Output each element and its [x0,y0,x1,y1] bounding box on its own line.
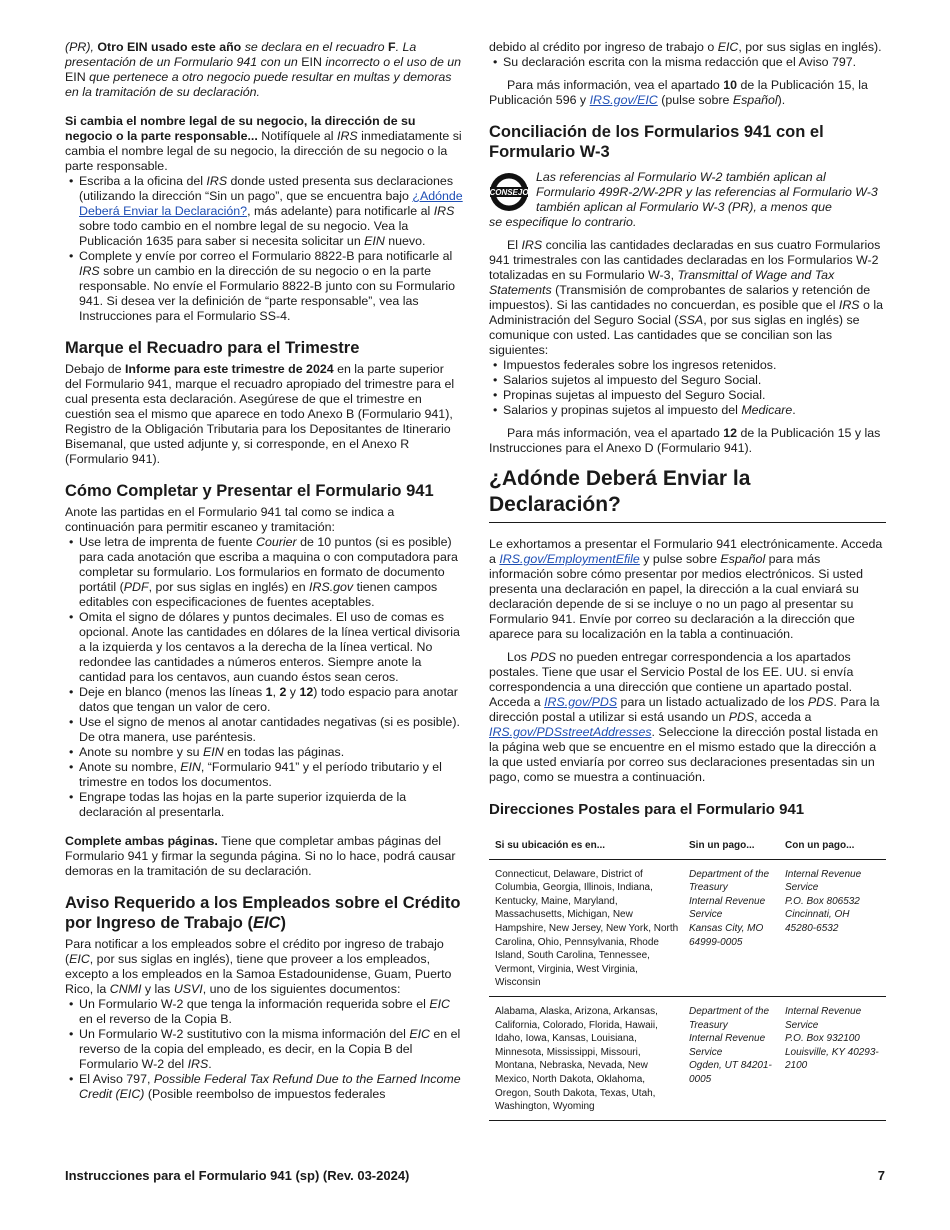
heading-quarter-box: Marque el Recuadro para el Trimestre [65,339,360,357]
tip-text: Las referencias al Formulario W-2 también aplican al Formulario 499R-2/W-2PR y las referencias al Formulario W-3 también aplican al Formulario W-3 (PR), a menos que se especifique lo contrario. [489,170,878,229]
bullet-notice-797: • El Aviso 797, Possible Federal Tax Refund Due to the Earned Income Credit (EIC) (Posible reembolso de impuestos federales [65,1072,463,1102]
paragraph-name-change: Si cambia el nombre legal de su negocio, la dirección de su negocio o la parte responsable... Notifíquele al IRS inmediatamente si cambia el nombre legal de su negocio, la dirección de su negocio o la parte responsable. [65,114,462,173]
tip-box [489,170,886,230]
cell-address-without-payment: Department of the Treasury Internal Revenue Service Kansas City, MO 64999-0005 [683,859,779,996]
cell-states: Alabama, Alaska, Arizona, Arkansas, California, Colorado, Florida, Hawaii, Idaho, Iowa, Kansas, Louisiana, Minnesota, Mississippi, Missouri, Montana, Nebraska, Nevada, New Mexico, North Dakota, Oklahoma, Oregon, South Dakota, Texas, Utah, Washington, Wyoming [489,996,683,1120]
bullet-name-period: • Anote su nombre, EIN, “Formulario 941” y el período tributario y el trimestre en todos los documentos. [65,760,463,790]
left-column [65,40,463,1102]
table-header-row [489,831,886,859]
cell-address-with-payment: Internal Revenue Service P.O. Box 806532 Cincinnati, OH 45280-6532 [779,859,886,996]
bullet-name-ein: • Anote su nombre y su EIN en todas las páginas. [65,745,463,760]
paragraph-entries: Anote las partidas en el Formulario 941 tal como se indica a continuación para permitir escaneo y tramitación: [65,505,395,534]
paragraph-reconcile-more-info: Para más información, vea el apartado 12 de la Publicación 15 y las Instrucciones para el Anexo D (Formulario 941). [489,426,881,455]
page-number: 7 [877,1168,885,1183]
paragraph-other-ein: (PR), Otro EIN usado este año se declara en el recuadro F. La presentación de un Formulario 941 con un EIN incorrecto o el uso de un EIN que pertenece a otro negocio puede resultar en multas y demoras en la tramitación de su declaración. [65,40,462,99]
bullet-write-irs: • Escriba a la oficina del IRS donde usted presenta sus declaraciones (utilizando la dirección “Sin un pago”, que se encuentra bajo ¿Adónde Deberá Enviar la Declaración?, más adelante) para notificarle al IRS sobre todo cambio en el nombre legal de su negocio. Vea la Publicación 1635 para saber si necesita solicitar un EIN nuevo. [65,174,463,249]
paragraph-both-pages: Complete ambas páginas. Tiene que completar ambas páginas del Formulario 941 y firmar la segunda página. Si no lo hace, podrá causar demoras en la tramitación de su declaración. [65,834,456,878]
paragraph-eic-notice: Para notificar a los empleados sobre el crédito por ingreso de trabajo (EIC, por sus siglas en inglés), tiene que proveer a los empleados, excepto a los empleados en la Samoa Estadounidense, Guam, Puerto Rico, la CNMI y las USVI, uno de los siguientes documentos: [65,937,452,996]
bullet-form-8822b: • Complete y envíe por correo el Formulario 8822-B para notificarle al IRS sobre un cambio en la dirección de su negocio o en la parte responsable. No envíe el Formulario 8822-B junto con su Formulario 941. Si desea ver la definición de “parte responsable”, vea las Instrucciones para el Formulario SS-4. [65,249,463,324]
bullet-ss-wages: • Salarios sujetos al impuesto del Seguro Social. [489,373,886,388]
bullet-withheld: • Impuestos federales sobre los ingresos retenidos. [489,358,886,373]
paragraph-eic-continued: debido al crédito por ingreso de trabajo o EIC, por sus siglas en inglés). [489,40,882,54]
link-irs-pds[interactable]: IRS.gov/PDS [544,695,618,709]
heading-how-to-complete: Cómo Completar y Presentar el Formulario 941 [65,482,434,500]
bullet-negative: • Use el signo de menos al anotar cantidades negativas (si es posible). De otra manera, use paréntesis. [65,715,463,745]
bullet-blank-lines: • Deje en blanco (menos las líneas 1, 2 y 12) todo espacio para anotar datos que tengan un valor de cero. [65,685,463,715]
link-employment-efile[interactable]: IRS.gov/EmploymentEfile [499,552,640,566]
bullet-staple: • Engrape todas las hojas en la parte superior izquierda de la declaración al presentarla. [65,790,463,820]
table-row [489,996,886,1120]
bullet-ss-tips: • Propinas sujetas al impuesto del Seguro Social. [489,388,886,403]
page-footer [65,1168,885,1183]
bullet-written-statement: • Su declaración escrita con la misma redacción que el Aviso 797. [489,55,886,70]
heading-reconciliation: Conciliación de los Formularios 941 con el Formulario W-3 [489,123,824,161]
right-column [489,40,886,1121]
bullet-w2: • Un Formulario W-2 que tenga la información requerida sobre el EIC en el reverso de la Copia B. [65,997,463,1027]
paragraph-pds: Los PDS no pueden entregar correspondencia a los apartados postales. Tiene que usar el Servicio Postal de los EE. UU. si envía correspondencia a una dirección que contiene un apartado postal. Acceda a IRS.gov/PDS para un listado actualizado de los PDS. Para la dirección postal a utilizar si está usando un PDS, acceda a IRS.gov/PDSstreetAddresses. Seleccione la dirección postal listada en la página web que se encuentre en el mismo estado que la dirección a la que usted enviaría por correo sus declaraciones presentadas sin un pago, como se muestra a continuación. [489,650,880,784]
bullet-w2-substitute: • Un Formulario W-2 sustitutivo con la misma información del EIC en el reverso de la copia del empleado, es decir, en la Copia B del Formulario W-2 del IRS. [65,1027,463,1072]
cell-address-without-payment: Department of the Treasury Internal Revenue Service Ogden, UT 84201-0005 [683,996,779,1120]
svg-text:CONSEJO: CONSEJO [489,188,529,198]
cell-states: Connecticut, Delaware, District of Columbia, Georgia, Illinois, Indiana, Kentucky, Maine, Maryland, Massachusetts, Michigan, New Hampshire, New Jersey, New York, North Carolina, Ohio, Pennsylvania, Rhode Island, South Carolina, Tennessee, Vermont, Virginia, West Virginia, Wisconsin [489,859,683,996]
col-header-with-payment: Con un pago... [779,831,886,859]
col-header-location: Si su ubicación es en... [489,831,683,859]
consejo-tip-icon [489,172,529,212]
footer-title: Instrucciones para el Formulario 941 (sp) (Rev. 03-2024) [65,1168,410,1183]
table-row [489,859,886,996]
paragraph-quarter: Debajo de Informe para este trimestre de 2024 en la parte superior del Formulario 941, marque el recuadro apropiado del trimestre para el cual presenta esta declaración. Asegúrese de que el trimestre en cuestión sea el mismo que aparece en todo Anexo B (Formulario 941), Registro de la Obligación Tributaria para los Depositantes de Itinerario Bisemanal, que usted adjunte y, si corresponde, en el Anexo R (Formulario 941). [65,362,455,466]
bullet-courier: • Use letra de imprenta de fuente Courier de 10 puntos (si es posible) para cada anotación que escriba a maquina o con computadora para completar su formulario. Los formularios en formato de documento portátil (PDF, por sus siglas en inglés) en IRS.gov tienen campos editables con especificaciones de fuentes aceptables. [65,535,463,610]
link-irs-eic[interactable]: IRS.gov/EIC [589,93,658,107]
cell-address-with-payment: Internal Revenue Service P.O. Box 932100 Louisville, KY 40293-2100 [779,996,886,1120]
bullet-medicare: • Salarios y propinas sujetos al impuesto del Medicare. [489,403,886,418]
heading-eic-notice: Aviso Requerido a los Empleados sobre el Crédito por Ingreso de Trabajo (EIC) [65,894,461,932]
heading-mailing-addresses: Direcciones Postales para el Formulario 941 [489,801,805,818]
mailing-address-table [489,831,886,1121]
bullet-dollar-signs: • Omita el signo de dólares y puntos decimales. El uso de comas es opcional. Anote las cantidades en dólares de la línea vertical divisoria a la izquierda y los centavos a la derecha de la línea vertical. No redondee las cantidades a números enteros. Siempre anote la cantidad para los centavos, aun cuando éstos sean ceros. [65,610,463,685]
paragraph-reconcile: El IRS concilia las cantidades declaradas en sus cuatro Formularios 941 trimestrales con las cantidades declaradas en los Formularios W-2 totalizadas en su Formulario W-3, Transmittal of Wage and Tax Statements (Transmisión de comprobantes de salarios y retención de impuestos). Si las cantidades no concuerdan, es posible que el IRS o la Administración del Seguro Social (SSA, por sus siglas en inglés) se comunique con usted. Las cantidades que se concilian son las siguientes: [489,238,883,357]
paragraph-efile: Le exhortamos a presentar el Formulario 941 electrónicamente. Acceda a IRS.gov/EmploymentEfile y pulse sobre Español para más información sobre cómo presentar por medios electrónicos. Si usted presenta una declaración en papel, la dirección a la cual enviará su declaración depende de si se incluye o no un pago al presentar su Formulario 941. Envíe por correo su declaración a la dirección que aparece para su localización en la tabla a continuación. [489,537,883,641]
paragraph-eic-more-info: Para más información, vea el apartado 10 de la Publicación 15, la Publicación 596 y IRS.gov/EIC (pulse sobre Español). [489,78,868,107]
link-pds-street-addresses[interactable]: IRS.gov/PDSstreetAddresses [489,725,652,739]
col-header-without-payment: Sin un pago... [683,831,779,859]
link-where-to-send[interactable]: ¿Adónde Deberá Enviar la Declaración? [79,189,463,218]
heading-where-to-send: ¿Adónde Deberá Enviar la Declaración? [489,466,886,523]
